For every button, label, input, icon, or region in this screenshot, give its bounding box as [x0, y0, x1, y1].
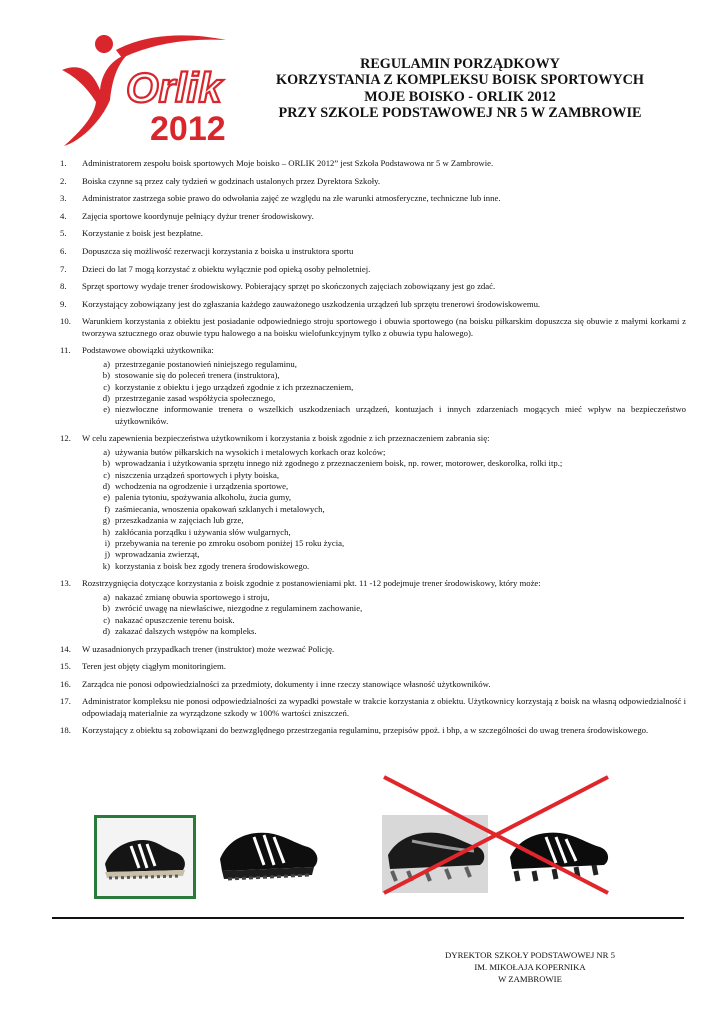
rule-text: Dopuszcza się możliwość rezerwacji korzystania z boiska u instruktora sportu — [82, 245, 354, 256]
subitem-text: przebywania na terenie po zmroku osobom poniżej 15 roku życia, — [115, 538, 345, 549]
rule-item — [60, 281, 686, 292]
subitem-text: palenia tytoniu, spożywania alkoholu, żucia gumy, — [115, 492, 292, 503]
subitem-letter: c) — [103, 381, 110, 392]
rule-subitem — [82, 515, 686, 526]
logo-year: 2012 — [150, 110, 226, 148]
rule-number: 13. — [60, 578, 71, 589]
orlik-2012-logo — [56, 30, 234, 150]
rule-sublist — [82, 592, 686, 638]
subitem-text: przestrzeganie postanowień niniejszego regulaminu, — [115, 358, 297, 369]
rule-item — [60, 193, 686, 204]
rule-item — [60, 696, 686, 719]
subitem-text: wchodzenia na ogrodzenie i urządzenia sportowe, — [115, 481, 289, 491]
rule-body — [82, 228, 686, 239]
subitem-text: używania butów piłkarskich na wysokich i metalowych korkach oraz kolców; — [115, 446, 386, 457]
logo-word: Orlik — [126, 64, 222, 111]
rule-subitem — [82, 470, 686, 481]
subitem-text: nakazać zmianę obuwia sportowego i stroju, — [115, 591, 270, 602]
shoe-examples — [94, 775, 614, 895]
subitem-letter: e) — [103, 404, 110, 415]
subitem-text: nakazać opuszczenie terenu boisk. — [115, 614, 235, 625]
rules-list — [60, 158, 686, 743]
rule-body — [82, 246, 686, 257]
rule-body — [82, 696, 686, 719]
rule-subitem — [82, 504, 686, 515]
rule-subitem — [82, 359, 686, 370]
subitem-text: stosowanie się do poleceń trenera (instruktora), — [115, 370, 280, 381]
rule-number: 14. — [60, 643, 71, 654]
rule-item — [60, 228, 686, 239]
subitem-text: zakazać dalszych wstępów na kompleks. — [115, 626, 257, 637]
rule-text: Teren jest objęty ciągłym monitoringiem. — [82, 661, 226, 672]
rule-item — [60, 299, 686, 310]
subitem-text: zaśmiecania, wnoszenia opakowań szklanych i metalowych, — [115, 503, 325, 514]
rule-number: 9. — [60, 298, 67, 309]
subitem-letter: b) — [102, 370, 110, 381]
rule-text: Korzystający z obiektu są zobowiązani do bezwzględnego przestrzegania regulaminu, przepisów ppoż. i bhp, a w szczególności do uwag trenera środowiskowego. — [82, 725, 649, 736]
subitem-letter: i) — [104, 538, 110, 549]
rule-text: Warunkiem korzystania z obiektu jest posiadanie odpowiedniego stroju sportowego i obuwia sportowego (na boisku piłkarskim dopuszcza się obuwie z małymi korkami z tworzywa sztucznego oraz obuwie typu halowego a na boisku wielofunkcyjnym tylko z obuwia typu halowego). — [82, 316, 686, 338]
orlik-logo-graphic — [56, 30, 234, 150]
rule-body — [82, 433, 686, 572]
subitem-letter: a) — [103, 446, 110, 457]
subitem-letter: a) — [103, 358, 110, 369]
rule-number: 15. — [60, 661, 71, 672]
rule-number: 1. — [60, 158, 67, 168]
rule-text: Korzystanie z boisk jest bezpłatne. — [82, 228, 203, 239]
rule-number: 8. — [60, 281, 67, 292]
rule-item — [60, 433, 686, 572]
subitem-letter: d) — [102, 626, 110, 637]
rule-subitem — [82, 527, 686, 538]
rule-text: Korzystający zobowiązany jest do zgłaszania każdego zauważonego uszkodzenia urządzeń lub sprzętu trenerowi środowiskowemu. — [82, 298, 541, 309]
rule-number: 6. — [60, 245, 67, 256]
rule-body — [82, 193, 686, 204]
rule-item — [60, 679, 686, 690]
rule-body — [82, 644, 686, 655]
rule-number: 16. — [60, 678, 71, 689]
rule-number: 7. — [60, 263, 67, 274]
rule-number: 3. — [60, 193, 67, 204]
rule-subitem — [82, 603, 686, 614]
title-line-3: MOJE BOISKO - ORLIK 2012 — [364, 88, 556, 105]
rule-item — [60, 316, 686, 339]
rule-text: Administrator zastrzega sobie prawo do odwołania zajęć ze względu na złe warunki atmosferyczne, techniczne lub inne. — [82, 193, 501, 204]
subitem-text: zakłócania porządku i używania słów wulgarnych, — [115, 526, 291, 537]
signature-line-1: DYREKTOR SZKOŁY PODSTAWOWEJ NR 5 — [445, 950, 615, 960]
rule-subitem — [82, 626, 686, 637]
rule-text: Boiska czynne są przez cały tydzień w godzinach ustalonych przez Dyrektora Szkoły. — [82, 175, 381, 186]
rule-text: W uzasadnionych przypadkach trener (instruktor) może wezwać Policję. — [82, 643, 335, 654]
subitem-letter: b) — [102, 603, 110, 614]
logo-figure-body — [62, 54, 128, 146]
subitem-text: korzystanie z obiektu i jego urządzeń zgodnie z ich przeznaczeniem, — [115, 381, 354, 392]
subitem-text: przeszkadzania w zajęciach lub grze, — [115, 515, 244, 526]
rule-body — [82, 679, 686, 690]
rule-body — [82, 264, 686, 275]
turf-shoe-image — [97, 818, 193, 896]
rule-body — [82, 211, 686, 222]
signature-line-2: IM. MIKOŁAJA KOPERNIKA — [474, 961, 586, 972]
subitem-letter: g) — [102, 515, 110, 526]
rule-subitem — [82, 404, 686, 427]
subitem-text: korzystania z boisk bez zgody trenera środowiskowego. — [115, 560, 310, 571]
rule-text: Zarządca nie ponosi odpowiedzialności za przedmioty, dokumenty i inne rzeczy stanowiące własność użytkowników. — [82, 678, 491, 689]
logo-figure-head — [95, 35, 113, 53]
rule-sublist — [82, 359, 686, 427]
rule-text: Administrator kompleksu nie ponosi odpowiedzialności za wypadki powstałe w trakcie korzystania z obiektu. Użytkownicy korzystają z boisk na własną odpowiedzialność i odpowiadają materialnie za wyrządzone szkody w 100% wartości zniszczeń. — [82, 696, 686, 718]
logo-swoosh — [116, 35, 226, 58]
forbidden-cross-icon — [376, 775, 616, 895]
rule-number: 12. — [60, 433, 71, 444]
rule-body — [82, 281, 686, 292]
rule-body — [82, 345, 686, 427]
subitem-letter: k) — [102, 560, 110, 571]
rule-number: 10. — [60, 316, 71, 327]
signature-line-3: W ZAMBROWIE — [498, 973, 562, 984]
rule-body — [82, 316, 686, 339]
rule-item — [60, 246, 686, 257]
subitem-letter: h) — [102, 526, 110, 537]
subitem-letter: e) — [103, 492, 110, 503]
allowed-shoe-turf — [94, 815, 196, 899]
rule-number: 11. — [60, 345, 71, 356]
rule-number: 4. — [60, 210, 67, 221]
title-line-4: PRZY SZKOLE PODSTAWOWEJ NR 5 W ZAMBROWIE — [278, 105, 642, 122]
subitem-text: wprowadzania zwierząt, — [115, 549, 200, 560]
subitem-letter: j) — [104, 549, 110, 560]
subitem-text: niszczenia urządzeń sportowych i płyty boiska, — [115, 469, 280, 480]
rule-text: Sprzęt sportowy wydaje trener środowiskowy. Pobierający sprzęt po skończonych zajęciach zobowiązany jest go zdać. — [82, 281, 496, 292]
rule-item — [60, 661, 686, 672]
rule-subitem — [82, 549, 686, 560]
rule-item — [60, 725, 686, 736]
rule-subitem — [82, 382, 686, 393]
rule-text: W celu zapewnienia bezpieczeństwa użytkownikom i korzystania z boisk zgodnie z ich przeznaczeniem zabrania się: — [82, 433, 490, 444]
rule-body — [82, 578, 686, 637]
title-line-2: KORZYSTANIA Z KOMPLEKSU BOISK SPORTOWYCH — [276, 72, 644, 89]
subitem-text: wprowadzania i użytkowania sprzętu innego niż zgodnego z przeznaczeniem boisk, np. rower, motorower, deskorolka, rolki itp.; — [115, 458, 563, 469]
rule-number: 18. — [60, 725, 71, 736]
rule-item — [60, 644, 686, 655]
rule-subitem — [82, 481, 686, 492]
rule-body — [82, 158, 686, 169]
subitem-letter: c) — [103, 614, 110, 625]
rule-sublist — [82, 447, 686, 572]
rule-number: 2. — [60, 175, 67, 186]
subitem-text: zwrócić uwagę na niewłaściwe, niezgodne z regulaminem zachowanie, — [115, 603, 363, 614]
rule-number: 17. — [60, 696, 71, 707]
allowed-shoe-indoor — [214, 815, 324, 893]
rule-item — [60, 578, 686, 637]
rule-body — [82, 176, 686, 187]
rule-subitem — [82, 538, 686, 549]
subitem-letter: c) — [103, 469, 110, 480]
document-title — [240, 56, 680, 122]
subitem-letter: b) — [102, 458, 110, 469]
rule-subitem — [82, 592, 686, 603]
rule-text: Rozstrzygnięcia dotyczące korzystania z boisk zgodnie z postanowieniami pkt. 11 -12 podejmuje trener środowiskowy, który może: — [82, 578, 541, 589]
rule-item — [60, 211, 686, 222]
rule-text: Podstawowe obowiązki użytkownika: — [82, 345, 214, 356]
rule-subitem — [82, 492, 686, 503]
subitem-text: niezwłoczne informowanie trenera o wszelkich uszkodzeniach urządzeń, kontuzjach i innych zdarzeniach mogących mieć wpływ na bezpieczeństwo użytkowników. — [115, 404, 686, 426]
footer-divider — [52, 917, 684, 919]
rule-subitem — [82, 458, 686, 469]
rule-body — [82, 299, 686, 310]
indoor-shoe-image — [214, 815, 324, 893]
rule-subitem — [82, 615, 686, 626]
rule-item — [60, 345, 686, 427]
signature-block — [380, 950, 680, 985]
rule-item — [60, 176, 686, 187]
rule-item — [60, 158, 686, 169]
title-line-1: REGULAMIN PORZĄDKOWY — [360, 56, 560, 72]
rule-number: 5. — [60, 228, 67, 239]
rule-subitem — [82, 447, 686, 458]
rule-item — [60, 264, 686, 275]
rule-subitem — [82, 561, 686, 572]
rule-body — [82, 725, 686, 736]
subitem-letter: d) — [102, 392, 110, 403]
subitem-letter: f) — [104, 503, 110, 514]
rule-text: Dzieci do lat 7 mogą korzystać z obiektu wyłącznie pod opieką osoby pełnoletniej. — [82, 263, 371, 274]
subitem-text: przestrzeganie zasad współżycia społecznego, — [115, 392, 276, 403]
rule-text: Zajęcia sportowe koordynuje pełniący dyżur trener środowiskowy. — [82, 210, 314, 221]
rule-subitem — [82, 370, 686, 381]
subitem-letter: d) — [102, 481, 110, 491]
subitem-letter: a) — [103, 591, 110, 602]
rule-body — [82, 661, 686, 672]
rule-text: Administratorem zespołu boisk sportowych Moje boisko – ORLIK 2012” jest Szkoła Podstawowa nr 5 w Zambrowie. — [82, 158, 494, 168]
rule-subitem — [82, 393, 686, 404]
